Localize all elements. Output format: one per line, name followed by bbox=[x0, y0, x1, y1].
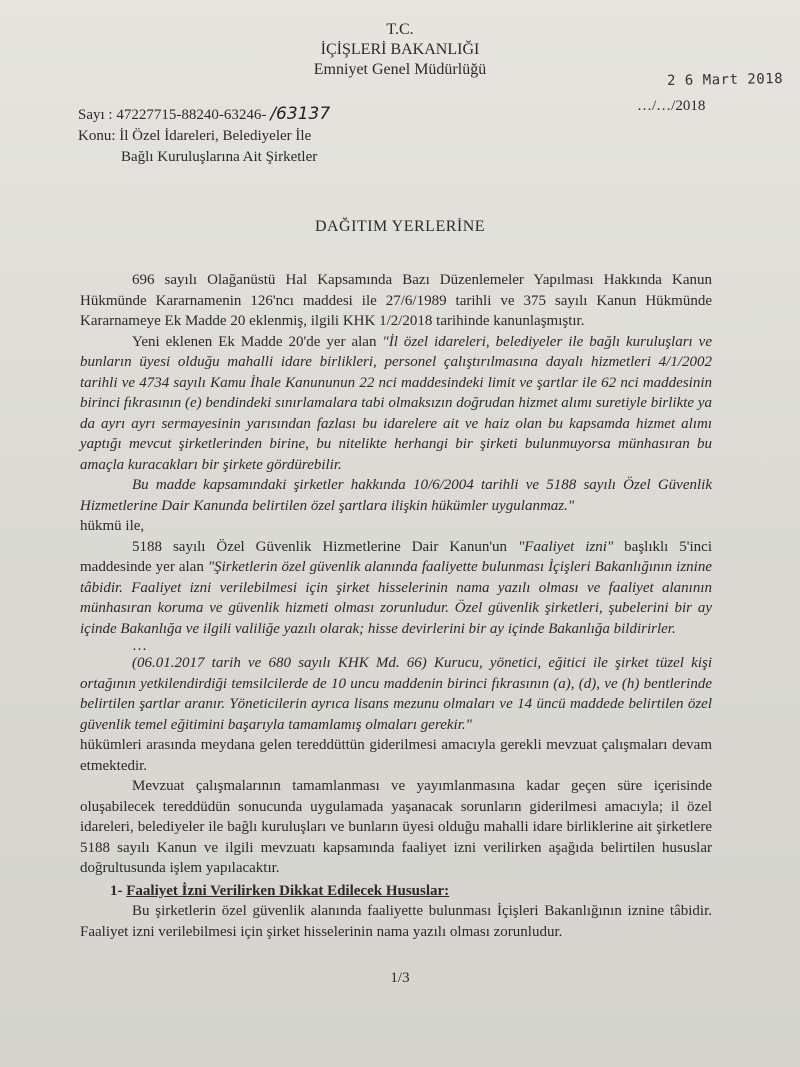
paragraph-7: hükümleri arasında meydana gelen tereddüttün giderilmesi amacıyla gerekli mevzuat çalışmaları devam etmektedir. bbox=[80, 737, 712, 774]
subject-line-1: Konu: İl Özel İdareleri, Belediyeler İle bbox=[78, 128, 312, 144]
letterhead bbox=[0, 20, 800, 80]
section-number: 1- bbox=[110, 882, 127, 899]
reference-label: Sayı : 47227715-88240-63246- bbox=[78, 107, 267, 123]
paragraph-9: Bu şirketlerin özel güvenlik alanında faaliyette bulunması İçişleri Bakanlığının iznine tâbidir. Faaliyet izni verilebilmesi için şirket hisselerinin nama yazılı olması zorunludur. bbox=[80, 903, 712, 940]
paragraph-5-lead: 5188 sayılı Özel Güvenlik Hizmetlerine Dair Kanun'un bbox=[132, 538, 518, 555]
subject-line-2: Bağlı Kuruluşlarına Ait Şirketler bbox=[121, 149, 318, 165]
header-directorate: Emniyet Genel Müdürlüğü bbox=[313, 61, 487, 78]
handwritten-number: /63137 bbox=[270, 104, 331, 124]
reference-number bbox=[78, 104, 330, 124]
paragraph-4: hükmü ile, bbox=[80, 518, 145, 534]
paragraph-3: Bu madde kapsamındaki şirketler hakkında 10/6/2004 tarihli ve 5188 sayılı Özel Güvenlik Hizmetlerine Dair Kanunda belirtilen özel şartlara ilişkin hükümler uygulanmaz." bbox=[80, 477, 712, 514]
paragraph-5-quote: "Şirketlerin özel güvenlik alanında faaliyette bulunması İçişleri Bakanlığının iznine tâbidir. Faaliyet izni verilebilmesi için şirket hisselerinin nama yazılı olması ve faaliyet alanının münhasıran koruma ve güvenlik hizmeti olması zorunludur. Özel güvenlik şirketleri, şubelerini bir ay içinde Bakanlığa ve ilgili valiliğe yazılı olarak; hisse devirlerini bir ay içinde Bakanlığa bildirirler. bbox=[80, 559, 712, 637]
section-title: Faaliyet İzni Verilirken Dikkat Edilecek Hususlar: bbox=[126, 882, 450, 899]
header-tc: T.C. bbox=[386, 21, 414, 38]
paragraph-5-title: "Faaliyet izni" bbox=[518, 538, 614, 555]
paragraph-2-lead: Yeni eklenen Ek Madde 20'de yer alan bbox=[132, 333, 383, 350]
paragraph-2-quote: "İl özel idareleri, belediyeler ile bağlı kuruluşları ve bunların üyesi olduğu mahalli idare birlikleri, personel çalıştırılmasına dayalı hizmetleri 4/1/2002 tarihli ve 4734 sayılı Kamu İhale Kanununun 22 nci maddesindeki limit ve şartlar ile 62 nci maddesinin birinci fıkrasının (e) bendindeki sınırlamalara tabi olmaksızın doğrudan hizmet alımı suretiyle birlikte ya da ayrı ayrı sermayesinin yarısından fazlası bu idarelere ait ve haiz olan bu kapsamda hizmet alımı yaptığı mevcut şirketlerinden birine, bu nitelikte herhangi bir şirketi bulunmuyorsa münhasıran bu amaçla kuracakları bir şirkete gördürebilir. bbox=[80, 333, 712, 473]
date-stamp: 2 6 Mart 2018 bbox=[666, 70, 784, 90]
paragraph-5-mid: başlıklı 5'inci maddesinde yer alan bbox=[80, 538, 712, 575]
paragraph-1: 696 sayılı Olağanüstü Hal Kapsamında Bazı Düzenlemeler Yapılması Hakkında Kanun Hükmünde Kararnamenin 126'ncı maddesi ile 27/6/1989 tarihli ve 375 sayılı Kanun Hükmünde Kararnameye Ek Madde 20 eklenmiş, ilgili KHK 1/2/2018 tarihinde kanunlaşmıştır. bbox=[80, 272, 712, 329]
paragraph-8: Mevzuat çalışmalarının tamamlanması ve yayımlanmasına kadar geçen süre içerisinde oluşabilecek tereddüdün sonucunda uygulamada yaşanacak sorunların giderilmesi amacıyla; il özel idareleri, belediyeler ile bağlı kuruluşları ve bunların üyesi olduğu mahalli idare birliklerine ait şirketlere 5188 sayılı Kanun ve ilgili mevzuatı kapsamında faaliyet izni verilirken aşağıda belirtilen hususlar doğrultusunda işlem yapılacaktır. bbox=[80, 778, 712, 876]
header-ministry: İÇİŞLERİ BAKANLIĞI bbox=[320, 41, 480, 58]
addressee: DAĞITIM YERLERİNE bbox=[314, 218, 486, 235]
ellipsis: … bbox=[132, 638, 147, 654]
page-number: 1/3 bbox=[390, 970, 410, 986]
paragraph-5 bbox=[80, 537, 712, 640]
letter-body bbox=[80, 270, 712, 942]
paragraph-2 bbox=[80, 332, 712, 476]
section-heading bbox=[80, 881, 712, 902]
paragraph-6: (06.01.2017 tarih ve 680 sayılı KHK Md. 66) Kurucu, yönetici, eğitici ile şirket tüzel kişi ortağının yetkilendirdiği temsilcilerde de 10 uncu maddenin birinci fıkrasının (a), (d), ve (h) bentlerinde belirtilen şartlar aranır. Yöneticilerin ayrıca lisans mezunu olmaları ve 14 üncü maddede belirtilen özel güvenlik temel eğitimini başarıyla tamamlamış olmaları gerekir." bbox=[80, 655, 712, 733]
subject bbox=[78, 126, 317, 168]
date-line: …/…/2018 bbox=[637, 98, 706, 114]
